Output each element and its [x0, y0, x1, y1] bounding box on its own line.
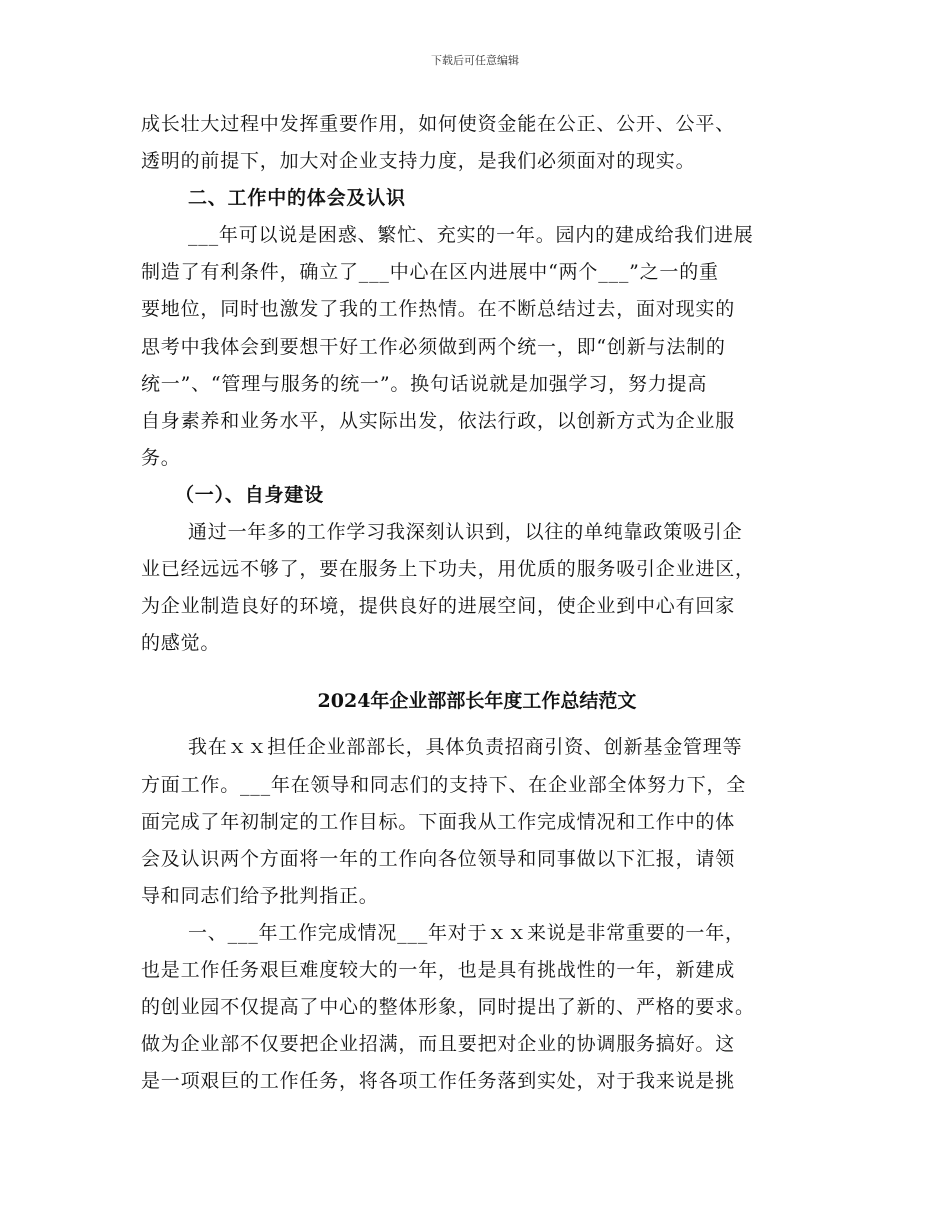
header-note: 下载后可任意编辑 [431, 54, 519, 67]
section-heading: 二、工作中的体会及认识 [188, 187, 406, 210]
paragraph-line: 思考中我体会到要想干好工作必须做到两个统一，即“创新与法制的 [141, 335, 726, 358]
paragraph-line: 一、___年工作完成情况___年对于ｘｘ来说是非常重要的一年， [188, 921, 745, 944]
paragraph-line: 做为企业部不仅要把企业招满，而且要把对企业的协调服务搞好。这 [141, 1033, 736, 1056]
spacer [141, 721, 813, 729]
paragraph-line: 务。 [141, 446, 181, 469]
document-title: 2024年企业部部长年度工作总结范文 [317, 690, 637, 713]
paragraph-line: 是一项艰巨的工作任务，将各项工作任务落到实处，对于我来说是挑 [141, 1070, 736, 1093]
paragraph-line: 导和同志们给予批判指正。 [141, 884, 379, 907]
paragraph-line: 的创业园不仅提高了中心的整体形象，同时提出了新的、严格的要求。 [141, 996, 755, 1019]
paragraph-line: 业已经远远不够了，要在服务上下功夫，用优质的服务吸引企业进区， [141, 558, 755, 581]
paragraph-line: 制造了有利条件，确立了___中心在区内进展中“两个___”之一的重 [141, 261, 719, 284]
paragraph-line: 方面工作。___年在领导和同志们的支持下、在企业部全体努力下，全 [141, 773, 747, 796]
paragraph-line: 统一”、“管理与服务的统一”。换句话说就是加强学习，努力提高 [141, 372, 708, 395]
paragraph-line: ___年可以说是困惑、繁忙、充实的一年。园内的建成给我们进展 [188, 224, 754, 247]
paragraph-line: 为企业制造良好的环境，提供良好的进展空间，使企业到中心有回家 [141, 595, 736, 618]
paragraph-line: 我在ｘｘ担任企业部部长，具体负责招商引资、创新基金管理等 [188, 736, 743, 759]
paragraph-line: 会及认识两个方面将一年的工作向各位领导和同事做以下汇报，请领 [141, 847, 736, 870]
spacer [141, 662, 813, 681]
paragraph-line: 要地位，同时也激发了我的工作热情。在不断总结过去，面对现实的 [141, 298, 736, 321]
paragraph-line: 通过一年多的工作学习我深刻认识到，以往的单纯靠政策吸引企 [188, 521, 743, 544]
subsection-heading: （一）、自身建设 [175, 483, 324, 506]
paragraph-line: 面完成了年初制定的工作目标。下面我从工作完成情况和工作中的体 [141, 810, 736, 833]
paragraph-line: 也是工作任务艰巨难度较大的一年，也是具有挑战性的一年，新建成 [141, 958, 736, 981]
paragraph-line: 自身素养和业务水平，从实际出发，依法行政，以创新方式为企业服 [141, 409, 736, 432]
paragraph-line: 的感觉。 [141, 632, 221, 655]
paragraph-line: 成长壮大过程中发挥重要作用，如何使资金能在公正、公开、公平、 [141, 113, 736, 135]
document-body [141, 106, 813, 1100]
paragraph-line: 透明的前提下，加大对企业支持力度，是我们必须面对的现实。 [141, 150, 696, 173]
